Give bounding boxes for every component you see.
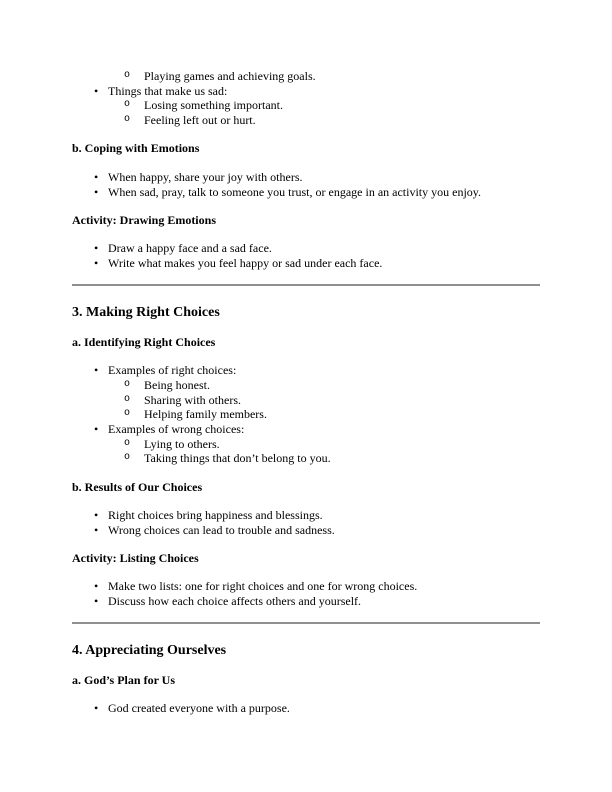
heading-coping-with-emotions: b. Coping with Emotions — [72, 141, 200, 156]
list-item-text: Discuss how each choice affects others and yourself. — [108, 594, 362, 609]
section-divider — [72, 622, 540, 624]
disc-bullet-icon: • — [94, 508, 99, 523]
section-divider — [72, 284, 540, 286]
disc-bullet-icon: • — [94, 83, 99, 98]
disc-bullet-icon: • — [94, 594, 99, 609]
emotions-feelings-list — [72, 69, 540, 128]
list-item-text: Examples of right choices: — [108, 363, 237, 378]
list-item-text: Things that make us sad: — [108, 83, 228, 98]
list-item — [72, 378, 540, 393]
disc-bullet-icon: • — [94, 169, 99, 184]
disc-bullet-icon: • — [94, 701, 99, 716]
list-item — [72, 84, 540, 99]
list-item-text: Wrong choices can lead to trouble and sadness. — [108, 522, 335, 537]
list-item — [72, 69, 540, 84]
list-item — [72, 437, 540, 452]
heading-results-of-our-choices: b. Results of Our Choices — [72, 479, 203, 494]
list-item — [72, 579, 540, 594]
list-item — [72, 594, 540, 609]
circle-bullet-icon: o — [124, 452, 131, 464]
circle-bullet-icon: o — [124, 114, 131, 126]
list-item-text: Write what makes you feel happy or sad under each face. — [108, 255, 383, 270]
identifying-choices-list — [72, 363, 540, 466]
list-item-text: Playing games and achieving goals. — [144, 69, 316, 83]
drawing-activity-list — [72, 241, 540, 270]
list-item-text: Right choices bring happiness and blessings. — [108, 508, 323, 523]
list-item — [72, 407, 540, 422]
circle-bullet-icon: o — [124, 408, 131, 420]
circle-bullet-icon: o — [124, 437, 131, 449]
circle-bullet-icon: o — [124, 99, 131, 111]
list-item — [72, 393, 540, 408]
heading-gods-plan-for-us: a. God’s Plan for Us — [72, 672, 176, 687]
list-item — [72, 523, 540, 538]
list-item — [72, 363, 540, 378]
disc-bullet-icon: • — [94, 579, 99, 594]
list-item — [72, 241, 540, 256]
disc-bullet-icon: • — [94, 421, 99, 436]
list-item-text: When happy, share your joy with others. — [108, 169, 303, 184]
list-item-text: Being honest. — [144, 377, 210, 392]
results-list — [72, 508, 540, 537]
list-item — [72, 170, 540, 185]
list-item-text: Feeling left out or hurt. — [144, 113, 256, 128]
list-item-text: Lying to others. — [144, 436, 220, 451]
list-item-text: Helping family members. — [144, 407, 267, 422]
list-item — [72, 113, 540, 128]
heading-making-right-choices: 3. Making Right Choices — [72, 305, 220, 321]
listing-activity-list — [72, 579, 540, 608]
heading-identifying-right-choices: a. Identifying Right Choices — [72, 334, 216, 349]
heading-activity-drawing-emotions: Activity: Drawing Emotions — [72, 212, 216, 227]
heading-activity-listing-choices: Activity: Listing Choices — [72, 550, 199, 565]
circle-bullet-icon: o — [124, 70, 131, 81]
disc-bullet-icon: • — [94, 522, 99, 537]
disc-bullet-icon: • — [94, 241, 99, 256]
coping-list — [72, 170, 540, 199]
disc-bullet-icon: • — [94, 363, 99, 378]
list-item-text: When sad, pray, talk to someone you trust, or engage in an activity you enjoy. — [108, 184, 482, 199]
list-item-text: Sharing with others. — [144, 392, 241, 407]
gods-plan-list — [72, 701, 540, 716]
list-item-text: Draw a happy face and a sad face. — [108, 241, 272, 256]
list-item-text: Examples of wrong choices: — [108, 421, 245, 436]
disc-bullet-icon: • — [94, 184, 99, 199]
list-item-text: Make two lists: one for right choices and one for wrong choices. — [108, 579, 418, 594]
list-item — [72, 451, 540, 466]
list-item — [72, 256, 540, 271]
heading-appreciating-ourselves: 4. Appreciating Ourselves — [72, 643, 227, 659]
list-item — [72, 185, 540, 200]
list-item — [72, 98, 540, 113]
list-item-text: Taking things that don’t belong to you. — [144, 451, 331, 466]
circle-bullet-icon: o — [124, 393, 131, 405]
list-item — [72, 422, 540, 437]
circle-bullet-icon: o — [124, 378, 131, 390]
list-item — [72, 508, 540, 523]
disc-bullet-icon: • — [94, 255, 99, 270]
list-item-text: Losing something important. — [144, 98, 283, 113]
list-item-text: God created everyone with a purpose. — [108, 701, 290, 716]
list-item — [72, 701, 540, 716]
